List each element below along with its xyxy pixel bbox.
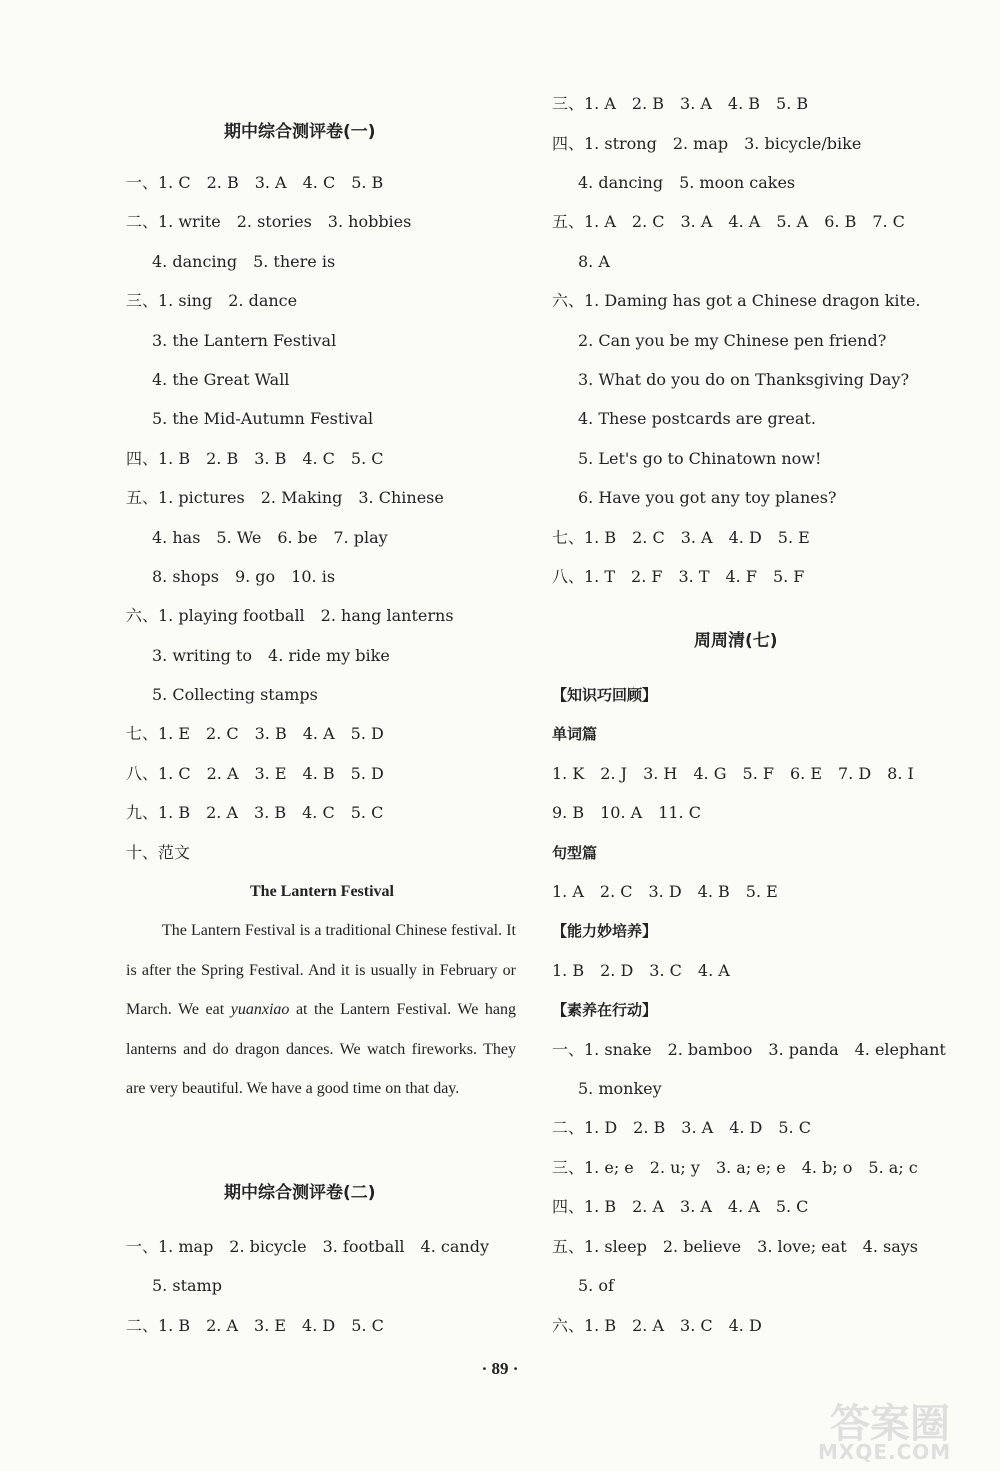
essay-text-2: at the Lantern Festival. We hang lanterns and do dragon dances. We watch fireworks. They are very beautiful. We have a good time on that day.	[126, 1001, 516, 1097]
answer-line: 4. These postcards are great.	[578, 409, 816, 428]
answer-line: 2. Can you be my Chinese pen friend?	[578, 331, 887, 350]
section-heading: 【知识巧回顾】	[552, 686, 658, 704]
answer-line: 十、范文	[126, 843, 191, 862]
answer-line: 一、1. C 2. B 3. A 4. C 5. B	[126, 173, 384, 192]
answer-line: 5. monkey	[578, 1079, 662, 1098]
answer-line: 五、1. sleep 2. believe 3. love; eat 4. says	[552, 1237, 919, 1256]
subsection-heading: 句型篇	[552, 844, 598, 862]
answer-line: 3. writing to 4. ride my bike	[152, 646, 390, 665]
answer-line: 5. stamp	[152, 1276, 222, 1295]
answer-line: 三、1. sing 2. dance	[126, 291, 298, 310]
answer-line: 九、1. B 2. A 3. B 4. C 5. C	[126, 803, 384, 822]
answer-line: 5. Collecting stamps	[152, 685, 318, 704]
answer-line: 二、1. D 2. B 3. A 4. D 5. C	[552, 1118, 811, 1137]
answer-line: 5. Let's go to Chinatown now!	[578, 449, 822, 468]
week-title: 周周清(七)	[694, 631, 778, 651]
answer-line: 三、1. e; e 2. u; y 3. a; e; e 4. b; o 5. a; c	[552, 1158, 918, 1177]
answer-line: 八、1. T 2. F 3. T 4. F 5. F	[552, 567, 805, 586]
answer-line: 八、1. C 2. A 3. E 4. B 5. D	[126, 764, 384, 783]
essay-text-1: The Lantern Festival is a traditional Chinese festival. It is after the Spring Festival. And it is usually in February or March. We eat	[126, 922, 516, 1018]
answer-line: 四、1. strong 2. map 3. bicycle/bike	[552, 134, 862, 153]
answer-line: 四、1. B 2. A 3. A 4. A 5. C	[552, 1197, 809, 1216]
answer-line: 4. dancing 5. there is	[152, 252, 336, 271]
exam2-title: 期中综合测评卷(二)	[224, 1183, 376, 1203]
answer-line: 七、1. E 2. C 3. B 4. A 5. D	[126, 724, 384, 743]
answer-line: 一、1. map 2. bicycle 3. football 4. candy	[126, 1237, 489, 1256]
answer-line: 五、1. A 2. C 3. A 4. A 5. A 6. B 7. C	[552, 212, 905, 231]
answer-line: 3. What do you do on Thanksgiving Day?	[578, 370, 910, 389]
answer-line: 4. has 5. We 6. be 7. play	[152, 528, 388, 547]
answer-line: 五、1. pictures 2. Making 3. Chinese	[126, 488, 444, 507]
exam1-title: 期中综合测评卷(一)	[224, 122, 376, 142]
answer-line: 1. B 2. D 3. C 4. A	[552, 961, 730, 980]
essay-italic-word: yuanxiao	[230, 1001, 290, 1018]
answer-line: 9. B 10. A 11. C	[552, 803, 701, 822]
essay-paragraph	[126, 911, 516, 1109]
answer-line: 1. A 2. C 3. D 4. B 5. E	[552, 882, 778, 901]
answer-line: 六、1. Daming has got a Chinese dragon kite.	[552, 291, 921, 310]
answer-line: 4. dancing 5. moon cakes	[578, 173, 796, 192]
answer-line: 二、1. write 2. stories 3. hobbies	[126, 212, 412, 231]
answer-line: 二、1. B 2. A 3. E 4. D 5. C	[126, 1316, 384, 1335]
watermark-logo: 答案圈	[830, 1401, 950, 1447]
answer-line: 三、1. A 2. B 3. A 4. B 5. B	[552, 94, 809, 113]
answer-line: 六、1. B 2. A 3. C 4. D	[552, 1316, 762, 1335]
section-heading: 【能力妙培养】	[552, 922, 658, 940]
answer-line: 8. A	[578, 252, 610, 271]
answer-line: 5. the Mid-Autumn Festival	[152, 409, 374, 428]
watermark-url: MXQE.COM	[818, 1440, 952, 1464]
answer-line: 1. K 2. J 3. H 4. G 5. F 6. E 7. D 8. I	[552, 764, 914, 783]
section-heading: 【素养在行动】	[552, 1001, 658, 1019]
answer-line: 3. the Lantern Festival	[152, 331, 337, 350]
answer-line: 6. Have you got any toy planes?	[578, 488, 837, 507]
answer-line: 8. shops 9. go 10. is	[152, 567, 336, 586]
answer-line: 六、1. playing football 2. hang lanterns	[126, 606, 454, 625]
subsection-heading: 单词篇	[552, 725, 598, 743]
answer-line: 四、1. B 2. B 3. B 4. C 5. C	[126, 449, 384, 468]
answer-line: 5. of	[578, 1276, 614, 1295]
page-number: · 89 ·	[481, 1359, 519, 1378]
answer-line: 七、1. B 2. C 3. A 4. D 5. E	[552, 528, 810, 547]
answer-line: 一、1. snake 2. bamboo 3. panda 4. elephant	[552, 1040, 946, 1059]
essay-title: The Lantern Festival	[250, 883, 394, 900]
answer-line: 4. the Great Wall	[152, 370, 290, 389]
